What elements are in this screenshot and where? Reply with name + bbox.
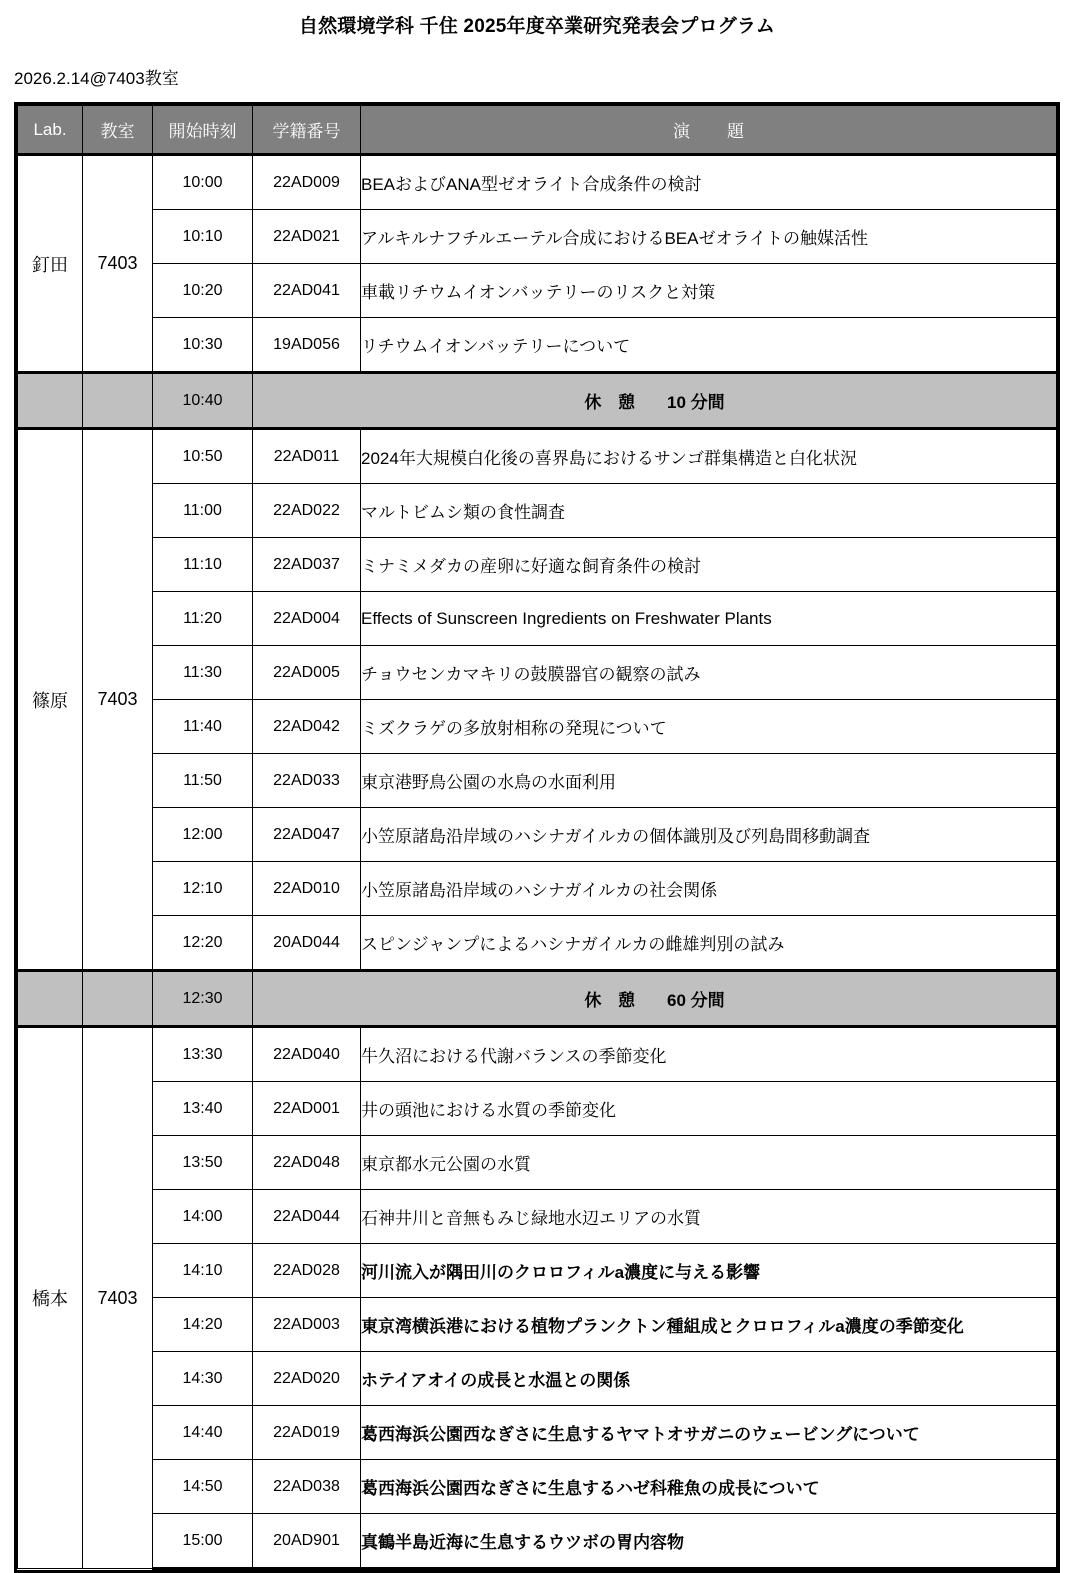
cell-talk-title: ミズクラゲの多放射相称の発現について (361, 700, 1057, 754)
cell-talk-title: チョウセンカマキリの鼓膜器官の観察の試み (361, 646, 1057, 700)
cell-student-id: 22AD003 (253, 1298, 361, 1352)
cell-talk-title: 井の頭池における水質の季節変化 (361, 1082, 1057, 1136)
cell-start-time: 11:00 (153, 484, 253, 538)
cell-start-time: 11:30 (153, 646, 253, 700)
cell-start-time: 13:40 (153, 1082, 253, 1136)
cell-start-time: 14:40 (153, 1406, 253, 1460)
cell-student-id: 22AD021 (253, 210, 361, 264)
break-start-time: 12:30 (153, 971, 253, 1027)
break-spacer-room (83, 971, 153, 1027)
break-label (253, 971, 1057, 1027)
date-venue-line: 2026.2.14@7403教室 (14, 68, 179, 88)
table-row (18, 1460, 1057, 1514)
cell-student-id: 22AD004 (253, 592, 361, 646)
cell-student-id: 22AD033 (253, 754, 361, 808)
cell-room-number: 7403 (83, 1027, 153, 1569)
cell-talk-title: 小笠原諸島沿岸域のハシナガイルカの個体識別及び列島間移動調査 (361, 808, 1057, 862)
cell-talk-title: リチウムイオンバッテリーについて (361, 318, 1057, 373)
cell-start-time: 13:30 (153, 1027, 253, 1082)
cell-start-time: 13:50 (153, 1136, 253, 1190)
table-row (18, 1082, 1057, 1136)
cell-start-time: 11:20 (153, 592, 253, 646)
column-header-student-id: 学籍番号 (253, 106, 361, 155)
cell-student-id: 22AD041 (253, 264, 361, 318)
cell-start-time: 10:00 (153, 155, 253, 210)
table-row (18, 318, 1057, 373)
cell-student-id: 22AD001 (253, 1082, 361, 1136)
break-label-text: 休 憩 (584, 393, 642, 413)
break-spacer-lab (18, 971, 83, 1027)
cell-start-time: 14:30 (153, 1352, 253, 1406)
break-start-time: 10:40 (153, 373, 253, 429)
cell-student-id: 22AD048 (253, 1136, 361, 1190)
column-header-time: 開始時刻 (153, 106, 253, 155)
break-spacer-lab (18, 373, 83, 429)
break-spacer-room (83, 373, 153, 429)
cell-talk-title: 牛久沼における代謝バランスの季節変化 (361, 1027, 1057, 1082)
table-row (18, 1027, 1057, 1082)
cell-student-id: 22AD037 (253, 538, 361, 592)
cell-student-id: 22AD011 (253, 429, 361, 484)
cell-room-number: 7403 (83, 155, 153, 373)
cell-talk-title: 葛西海浜公園西なぎさに生息するハゼ科稚魚の成長について (361, 1460, 1057, 1514)
cell-lab-name: 橋本 (18, 1027, 83, 1569)
table-body (18, 155, 1057, 1569)
cell-student-id: 22AD009 (253, 155, 361, 210)
cell-student-id: 22AD038 (253, 1460, 361, 1514)
cell-student-id: 22AD047 (253, 808, 361, 862)
table-row (18, 210, 1057, 264)
cell-talk-title: 東京港野鳥公園の水鳥の水面利用 (361, 754, 1057, 808)
table-row (18, 646, 1057, 700)
cell-student-id: 22AD010 (253, 862, 361, 916)
cell-start-time: 14:20 (153, 1298, 253, 1352)
cell-start-time: 10:10 (153, 210, 253, 264)
cell-talk-title: 東京都水元公園の水質 (361, 1136, 1057, 1190)
cell-student-id: 22AD042 (253, 700, 361, 754)
cell-talk-title: 東京湾横浜港における植物プランクトン種組成とクロロフィルa濃度の季節変化 (361, 1298, 1057, 1352)
cell-student-id: 20AD901 (253, 1514, 361, 1569)
cell-talk-title: BEAおよびANA型ゼオライト合成条件の検討 (361, 155, 1057, 210)
header-row (18, 106, 1057, 155)
cell-start-time: 15:00 (153, 1514, 253, 1569)
page-title: 自然環境学科 千住 2025年度卒業研究発表会プログラム (298, 16, 776, 37)
table-row (18, 592, 1057, 646)
cell-start-time: 10:50 (153, 429, 253, 484)
cell-start-time: 11:10 (153, 538, 253, 592)
table-row (18, 264, 1057, 318)
cell-talk-title: マルトビムシ類の食性調査 (361, 484, 1057, 538)
cell-student-id: 19AD056 (253, 318, 361, 373)
table-row (18, 1514, 1057, 1569)
cell-start-time: 12:20 (153, 916, 253, 971)
table-row (18, 1298, 1057, 1352)
cell-student-id: 22AD022 (253, 484, 361, 538)
cell-start-time: 10:20 (153, 264, 253, 318)
break-label-text: 休 憩 (584, 991, 642, 1011)
cell-lab-name: 釘田 (18, 155, 83, 373)
cell-talk-title: 真鶴半島近海に生息するウツボの胃内容物 (361, 1514, 1057, 1569)
cell-student-id: 22AD028 (253, 1244, 361, 1298)
column-header-room: 教室 (83, 106, 153, 155)
table-row (18, 916, 1057, 971)
cell-room-number: 7403 (83, 429, 153, 971)
table-row (18, 429, 1057, 484)
cell-start-time: 11:40 (153, 700, 253, 754)
column-header-lab: Lab. (18, 106, 83, 155)
cell-talk-title: 車載リチウムイオンバッテリーのリスクと対策 (361, 264, 1057, 318)
program-table (17, 105, 1057, 1570)
cell-start-time: 14:00 (153, 1190, 253, 1244)
cell-start-time: 11:50 (153, 754, 253, 808)
cell-student-id: 22AD044 (253, 1190, 361, 1244)
cell-talk-title: ホテイアオイの成長と水温との関係 (361, 1352, 1057, 1406)
break-duration-text: 60 分間 (667, 991, 725, 1011)
table-row (18, 700, 1057, 754)
table-row (18, 754, 1057, 808)
cell-student-id: 22AD040 (253, 1027, 361, 1082)
cell-student-id: 22AD005 (253, 646, 361, 700)
cell-start-time: 14:50 (153, 1460, 253, 1514)
table-row (18, 484, 1057, 538)
column-header-talk-title: 演 題 (361, 106, 1057, 155)
table-head (18, 106, 1057, 155)
cell-talk-title: Effects of Sunscreen Ingredients on Freshwater Plants (361, 592, 1057, 646)
break-duration-text: 10 分間 (667, 393, 725, 413)
table-row (18, 862, 1057, 916)
cell-start-time: 12:10 (153, 862, 253, 916)
program-table-container (14, 102, 1060, 1573)
table-row (18, 808, 1057, 862)
cell-talk-title: 2024年大規模白化後の喜界島におけるサンゴ群集構造と白化状況 (361, 429, 1057, 484)
cell-start-time: 14:10 (153, 1244, 253, 1298)
cell-talk-title: 小笠原諸島沿岸域のハシナガイルカの社会関係 (361, 862, 1057, 916)
table-row (18, 155, 1057, 210)
table-row (18, 538, 1057, 592)
cell-student-id: 22AD020 (253, 1352, 361, 1406)
cell-talk-title: ミナミメダカの産卵に好適な飼育条件の検討 (361, 538, 1057, 592)
cell-talk-title: スピンジャンプによるハシナガイルカの雌雄判別の試み (361, 916, 1057, 971)
break-row (18, 373, 1057, 429)
table-row (18, 1190, 1057, 1244)
cell-student-id: 20AD044 (253, 916, 361, 971)
cell-start-time: 12:00 (153, 808, 253, 862)
cell-talk-title: 石神井川と音無もみじ緑地水辺エリアの水質 (361, 1190, 1057, 1244)
table-row (18, 1406, 1057, 1460)
cell-student-id: 22AD019 (253, 1406, 361, 1460)
cell-talk-title: アルキルナフチルエーテル合成におけるBEAゼオライトの触媒活性 (361, 210, 1057, 264)
table-row (18, 1244, 1057, 1298)
cell-start-time: 10:30 (153, 318, 253, 373)
break-label (253, 373, 1057, 429)
table-row (18, 1136, 1057, 1190)
break-row (18, 971, 1057, 1027)
cell-talk-title: 葛西海浜公園西なぎさに生息するヤマトオサガニのウェービングについて (361, 1406, 1057, 1460)
table-row (18, 1352, 1057, 1406)
cell-talk-title: 河川流入が隅田川のクロロフィルa濃度に与える影響 (361, 1244, 1057, 1298)
cell-lab-name: 篠原 (18, 429, 83, 971)
